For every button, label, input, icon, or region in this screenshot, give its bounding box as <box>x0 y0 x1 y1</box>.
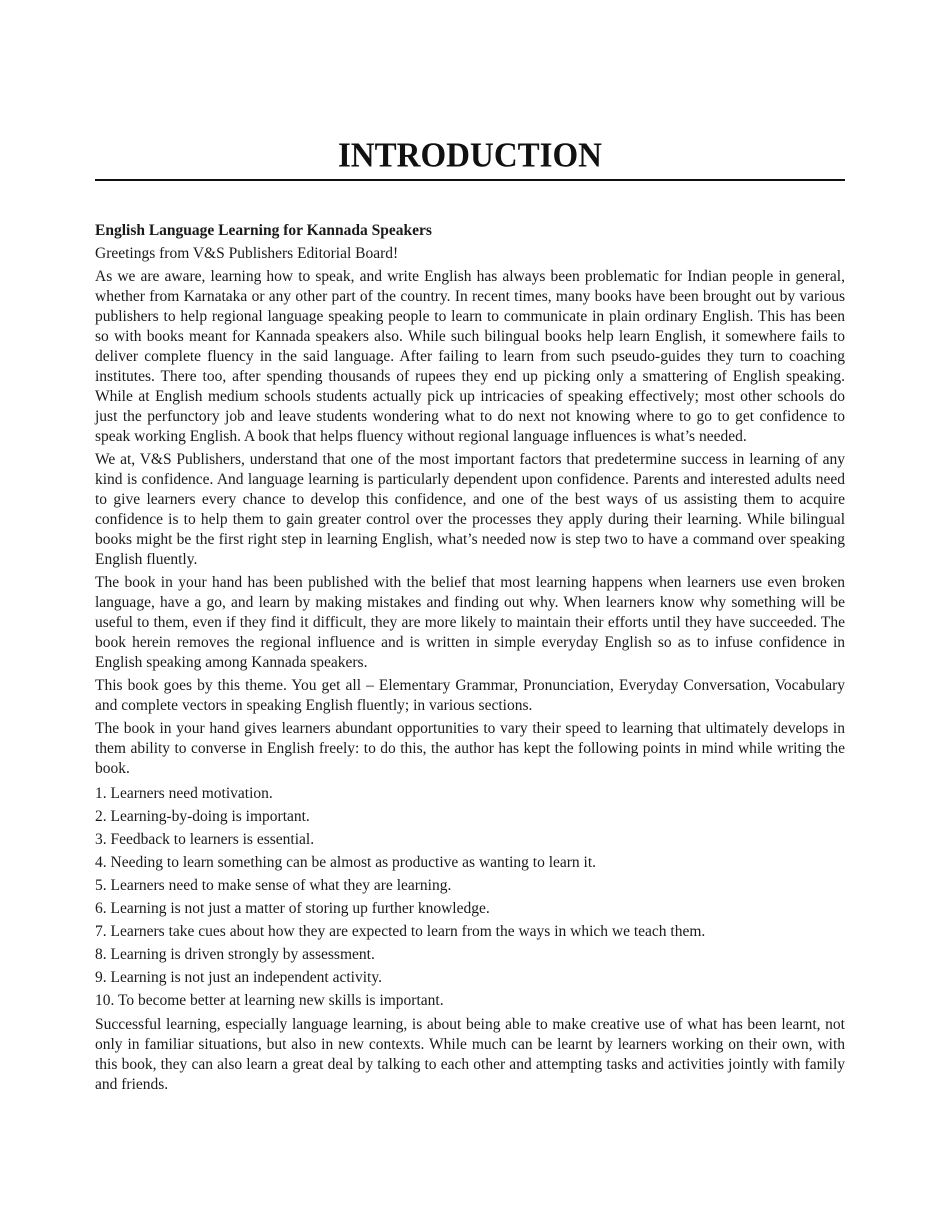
list-item: 4. Needing to learn something can be almost as productive as wanting to learn it. <box>95 854 597 871</box>
list-item: 3. Feedback to learners is essential. <box>95 831 315 848</box>
list-item: 1. Learners need motivation. <box>95 785 273 802</box>
list-item: 9. Learning is not just an independent activity. <box>95 969 382 986</box>
section-subheading: English Language Learning for Kannada Speakers <box>95 222 432 239</box>
list-item: 8. Learning is driven strongly by assessment. <box>95 946 375 963</box>
list-item: 2. Learning-by-doing is important. <box>95 808 310 825</box>
closing-paragraph: Successful learning, especially language learning, is about being able to make creative use of what has been learnt, not only in familiar situations, but also in new contexts. While much can be learnt by learners working on their own, with this book, they can also learn a great deal by talking to each other and attempting tasks and activities jointly with family and friends. <box>95 1016 845 1093</box>
paragraph: The book in your hand gives learners abundant opportunities to vary their speed to learning that ultimately develops in them ability to converse in English freely: to do this, the author has kept the following points in mind while writing the book. <box>95 720 845 777</box>
paragraph: As we are aware, learning how to speak, and write English has always been problematic for Indian people in general, whether from Karnataka or any other part of the country. In recent times, many books have been brought out by various publishers to help regional language speaking people to learn to communicate in plain ordinary English. This has been so with books meant for Kannada speakers also. While such bilingual books help learn English, it somewhere fails to deliver complete fluency in the said language. After failing to learn from such pseudo-guides they turn to coaching institutes. There too, after spending thousands of rupees they end up picking only a smattering of English speaking. While at English medium schools students actually pick up intricacies of speaking effectively; most other schools do just the perfunctory job and leave students wondering what to do next not knowing where to go to get confidence to speak working English. A book that helps fluency without regional language influences is what’s needed. <box>95 268 845 445</box>
list-item: 7. Learners take cues about how they are expected to learn from the ways in which we teach them. <box>95 923 706 940</box>
page-title: INTRODUCTION <box>337 137 603 175</box>
paragraph: The book in your hand has been published with the belief that most learning happens when learners use even broken language, have a go, and learn by making mistakes and finding out why. When learners know why something will be useful to them, even if they find it difficult, they are more likely to maintain their efforts until they have succeeded. The book herein removes the regional influence and is written in simple everyday English so as to infuse confidence in English speaking among Kannada speakers. <box>95 574 845 671</box>
list-item: 5. Learners need to make sense of what they are learning. <box>95 877 452 894</box>
points-list <box>95 782 845 1012</box>
title-divider <box>95 179 845 181</box>
paragraph: We at, V&S Publishers, understand that one of the most important factors that predetermine success in learning of any kind is confidence. And language learning is particularly dependent upon confidence. Parents and interested adults need to give learners every chance to develop this confidence, and one of the best ways of us assisting them to acquire confidence is to help them to gain greater control over the processes they apply during their learning. While bilingual books might be the first right step in learning English, what’s needed now is step two to have a command over speaking English fluently. <box>95 451 845 568</box>
list-item: 6. Learning is not just a matter of storing up further knowledge. <box>95 900 490 917</box>
paragraph: This book goes by this theme. You get all – Elementary Grammar, Pronunciation, Everyday Conversation, Vocabulary and complete vectors in speaking English fluently; in various sections. <box>95 677 845 714</box>
body-text <box>95 221 845 1098</box>
list-item: 10. To become better at learning new skills is important. <box>95 992 444 1009</box>
greeting: Greetings from V&S Publishers Editorial Board! <box>95 245 399 262</box>
